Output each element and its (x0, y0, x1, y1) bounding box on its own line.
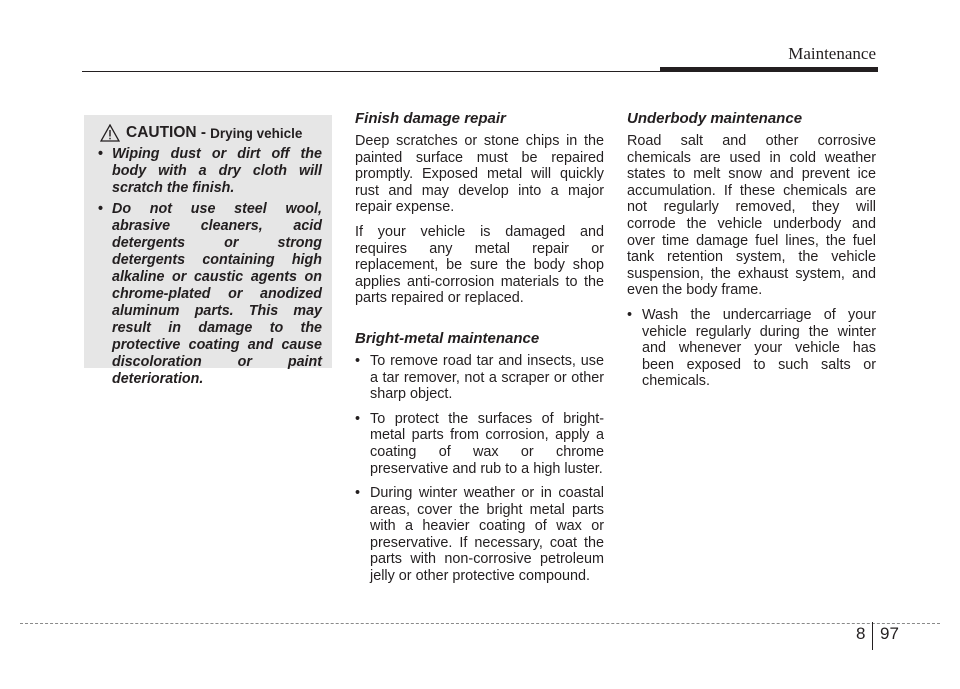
finish-paragraph-1: Deep scratches or stone chips in the painted surface must be repaired promptly. Exposed metal will quickly rust and may develop into a major repair expense. (355, 133, 604, 216)
underbody-list (627, 307, 876, 390)
page-header-title: Maintenance (788, 44, 876, 63)
finish-paragraph-2: If your vehicle is damaged and requires any metal repair or replacement, be sure the body shop applies anti-corrosion materials to the parts repaired or replaced. (355, 223, 604, 307)
page-number-divider (872, 622, 873, 650)
page-number: 97 (880, 624, 899, 643)
caution-item: • Wiping dust or dirt off the body with a dry cloth will scratch the finish. (98, 146, 322, 196)
caution-label: CAUTION - (126, 124, 207, 141)
right-column (627, 109, 876, 398)
list-item: • To protect the surfaces of bright-metal parts from corrosion, apply a coating of wax or chrome preservative and rub to a high luster. (355, 410, 604, 477)
caution-item: • Do not use steel wool, abrasive cleaners, acid detergents or strong detergents containing high alkaline or caustic agents on chrome-plated or anodized aluminum parts. This may result in damage to the protective coating and cause discoloration or paint deterioration. (98, 201, 322, 387)
list-item: • To remove road tar and insects, use a tar remover, not a scraper or other sharp object. (355, 352, 604, 403)
bright-metal-list (355, 353, 604, 585)
header-rule-thick (660, 67, 878, 72)
section-heading-finish-damage: Finish damage repair (355, 110, 506, 127)
warning-triangle-icon (100, 124, 120, 142)
list-item: • Wash the undercarriage of your vehicle regularly during the winter and whenever your vehicle has been exposed to such salts or chemicals. (627, 306, 876, 390)
list-item: • During winter weather or in coastal areas, cover the bright metal parts with a heavier coating of wax or preservative. If necessary, coat the parts with non-corrosive petroleum jelly or other protective compound. (355, 485, 604, 585)
caution-box (84, 115, 332, 387)
caution-subtitle: Drying vehicle (210, 125, 303, 141)
caution-heading (100, 124, 322, 142)
footer-rule (20, 623, 940, 624)
middle-column (355, 109, 604, 593)
section-heading-underbody: Underbody maintenance (627, 110, 803, 127)
underbody-paragraph: Road salt and other corrosive chemicals are used in cold weather states to melt snow and prevent ice accumulation. If these chemicals are not regularly removed, they will corrode the vehicle underbody and over time damage fuel lines, the fuel tank retention system, the vehicle suspension, the exhaust system, and even the body frame. (627, 133, 876, 299)
header-rule-thin (82, 71, 660, 72)
chapter-number: 8 (856, 624, 866, 643)
caution-list (98, 146, 322, 388)
section-heading-bright-metal: Bright-metal maintenance (355, 329, 540, 347)
